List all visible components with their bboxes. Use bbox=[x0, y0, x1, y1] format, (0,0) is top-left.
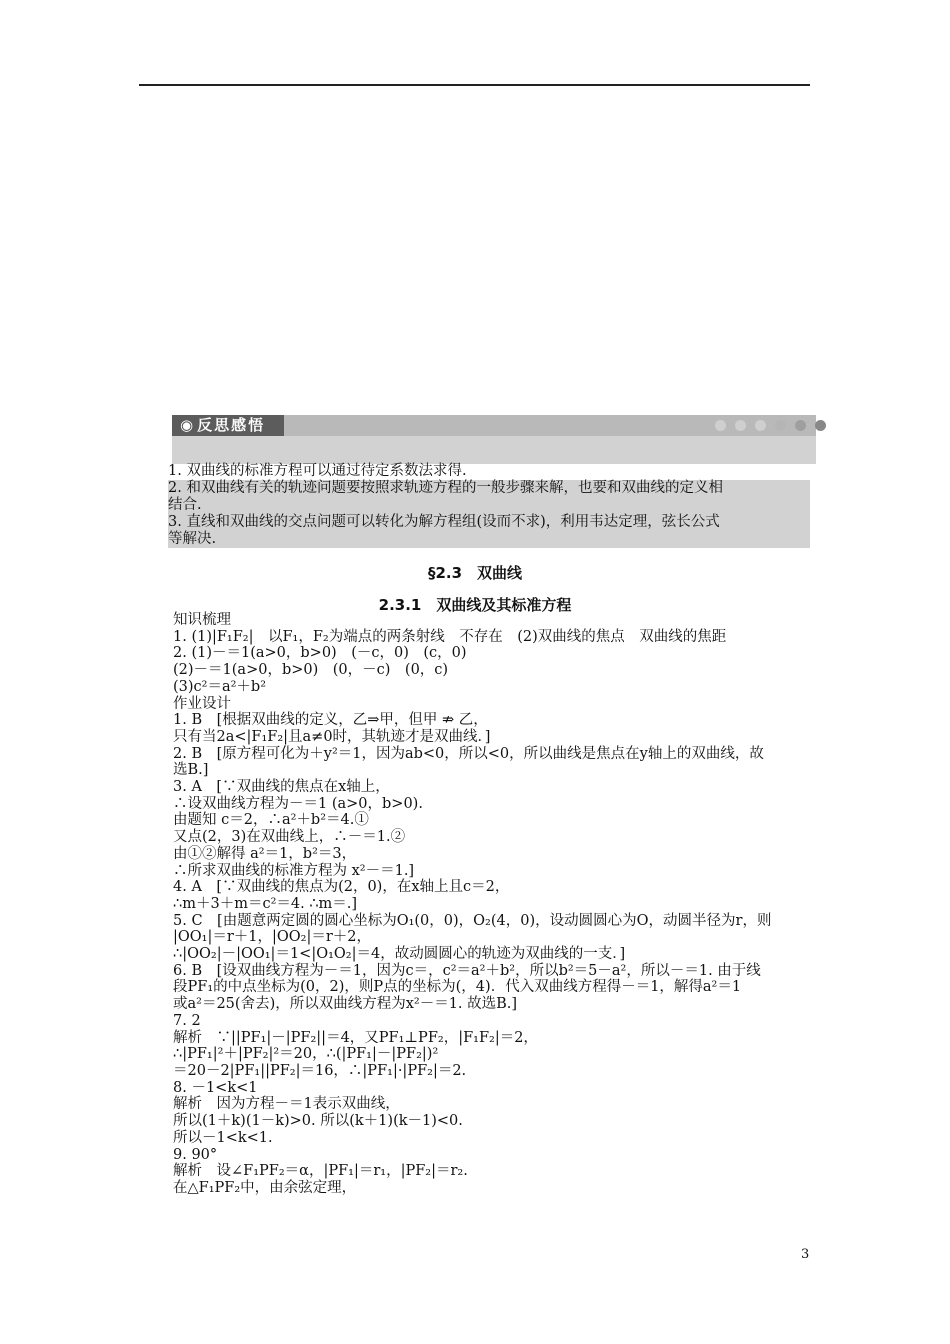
text-line: 9. 90° bbox=[173, 1146, 218, 1163]
text-line: 3. A [∵双曲线的焦点在x轴上， bbox=[173, 779, 390, 796]
dot-icon bbox=[735, 420, 746, 431]
text-line: 4. A [∵双曲线的焦点为(2，0)，在x轴上且c＝2， bbox=[173, 879, 510, 896]
text-line: 所以(1＋k)(1－k)>0. 所以(k＋1)(k－1)<0. bbox=[173, 1113, 463, 1130]
text-line: 2. B [原方程可化为＋y²＝1，因为ab<0，所以<0，所以曲线是焦点在y轴上的双曲线，故 bbox=[173, 745, 764, 762]
text-line: 5. C [由题意两定圆的圆心坐标为O₁(0，0)，O₂(4，0)，设动圆圆心为O，动圆半径为r，则 bbox=[173, 912, 772, 929]
text-line: ∴设双曲线方程为－＝1 (a>0，b>0). bbox=[173, 795, 423, 812]
decorative-dots bbox=[715, 420, 826, 432]
text-line: 8. －1<k<1 bbox=[173, 1079, 258, 1096]
dot-icon bbox=[795, 420, 806, 431]
reflection-line: 结合. bbox=[168, 497, 810, 514]
section-title: §2.3 双曲线 bbox=[427, 564, 523, 582]
text-line: ∴|OO₂|－|OO₁|＝1<|O₁O₂|＝4，故动圆圆心的轨迹为双曲线的一支．] bbox=[173, 946, 626, 963]
subsection-title: 2.3.1 双曲线及其标准方程 bbox=[378, 596, 572, 614]
text-line: 解析 设∠F₁PF₂＝α，|PF₁|＝r₁，|PF₂|＝r₂. bbox=[173, 1163, 468, 1180]
reflection-title bbox=[172, 415, 284, 436]
circle-bullet-icon: ◉ bbox=[180, 416, 194, 434]
text-line: |OO₁|＝r＋1，|OO₂|＝r＋2， bbox=[173, 929, 372, 946]
text-line: 7. 2 bbox=[173, 1012, 201, 1029]
text-line: 1. (1)|F₁F₂| 以F₁，F₂为端点的两条射线 不存在 (2)双曲线的焦点 双曲线的焦距 bbox=[173, 628, 727, 645]
text-line: 所以－1<k<1. bbox=[173, 1129, 273, 1146]
text-line: ∴|PF₁|²＋|PF₂|²＝20，∴(|PF₁|－|PF₂|)² bbox=[173, 1046, 439, 1063]
text-line: 知识梳理 bbox=[173, 612, 231, 628]
text-line: (3)c²＝a²＋b² bbox=[173, 678, 267, 695]
answer-body bbox=[173, 612, 813, 1197]
text-line: ＝20－2|PF₁||PF₂|＝16，∴|PF₁|·|PF₂|＝2. bbox=[173, 1062, 467, 1079]
text-line: 6. B [设双曲线方程为－＝1，因为c＝，c²＝a²＋b²，所以b²＝5－a²，所以－＝1. 由于线 bbox=[173, 962, 761, 979]
text-line: (2)－＝1(a>0，b>0) (0，－c) (0，c) bbox=[173, 662, 449, 679]
text-line: 又点(2，3)在双曲线上，∴－＝1.② bbox=[173, 829, 406, 846]
reflection-line: 等解决. bbox=[168, 531, 810, 548]
reflection-line: 2. 和双曲线有关的轨迹问题要按照求轨迹方程的一般步骤来解，也要和双曲线的定义相 bbox=[168, 480, 810, 497]
text-line: 作业设计 bbox=[173, 695, 231, 712]
text-line: ∴所求双曲线的标准方程为 x²－＝1.] bbox=[173, 862, 415, 879]
reflection-line: 3. 直线和双曲线的交点问题可以转化为解方程组(设而不求)，利用韦达定理，弦长公式 bbox=[168, 514, 810, 531]
text-line: 由题知 c＝2，∴a²＋b²＝4.① bbox=[173, 812, 369, 829]
reflection-line: 1. 双曲线的标准方程可以通过待定系数法求得. bbox=[168, 463, 467, 479]
text-line: 只有当2a<|F₁F₂|且a≠0时，其轨迹才是双曲线．] bbox=[173, 728, 491, 745]
text-line: 解析 ∵||PF₁|－|PF₂||＝4，又PF₁⊥PF₂，|F₁F₂|＝2， bbox=[173, 1029, 538, 1046]
text-line: 解析 因为方程－＝1表示双曲线， bbox=[173, 1096, 400, 1113]
text-line: 或a²＝25(舍去)，所以双曲线方程为x²－＝1. 故选B.] bbox=[173, 996, 518, 1013]
page-number: 3 bbox=[801, 1247, 810, 1262]
text-line: 在△F₁PF₂中，由余弦定理， bbox=[173, 1179, 357, 1196]
header-rule bbox=[139, 84, 810, 86]
text-line: 由①②解得 a²＝1，b²＝3， bbox=[173, 845, 357, 862]
dot-icon bbox=[815, 420, 826, 431]
text-line: 2. (1)－＝1(a>0，b>0) (－c，0) (c，0) bbox=[173, 645, 467, 662]
dot-icon bbox=[715, 420, 726, 431]
text-line: 选B.] bbox=[173, 762, 209, 779]
text-line: 1. B [根据双曲线的定义，乙⇒甲，但甲 ⇏ 乙， bbox=[173, 712, 488, 729]
text-line: 段PF₁的中点坐标为(0，2)，则P点的坐标为(，4)．代入双曲线方程得－＝1，解得a²＝1 bbox=[173, 979, 742, 996]
dot-icon bbox=[775, 420, 786, 431]
reflection-content bbox=[168, 463, 810, 548]
dot-icon bbox=[755, 420, 766, 431]
text-line: ∴m＋3＋m＝c²＝4. ∴m＝.] bbox=[173, 895, 358, 912]
reflection-title-text: 反思感悟 bbox=[197, 416, 266, 434]
